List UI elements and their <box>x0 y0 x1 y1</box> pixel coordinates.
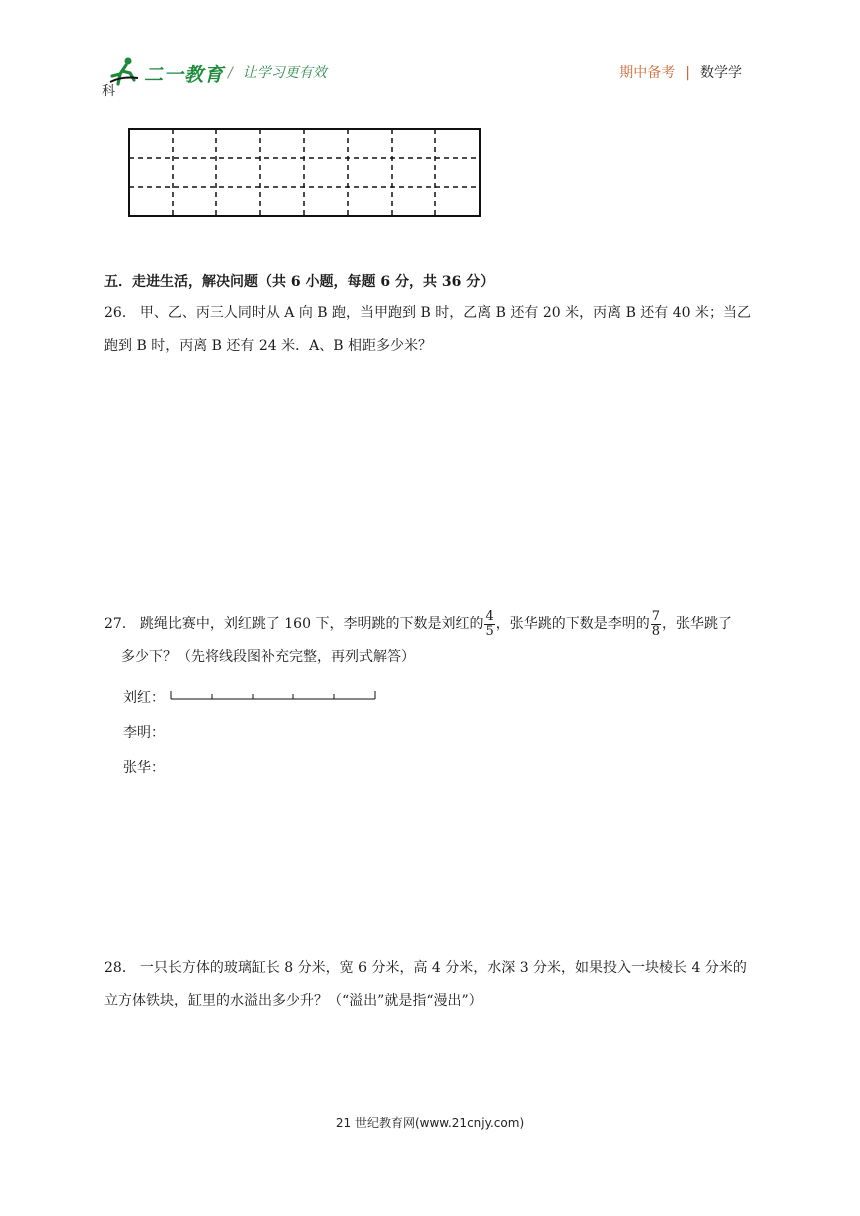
header-exam-info <box>619 62 742 82</box>
slogan-text: 让学习更有效 <box>242 65 327 81</box>
question-27 <box>104 608 756 674</box>
question-text: ，张华跳的下数是李明的 <box>495 616 650 632</box>
exam-tag: 期中备考 <box>619 65 676 81</box>
fraction-four-fifths <box>484 610 494 639</box>
question-26 <box>104 297 756 363</box>
segment-label-zhanghua: 张华： <box>123 760 165 776</box>
brand-name: 二一教育 <box>144 64 225 86</box>
writing-grid <box>128 128 482 218</box>
question-number: 28． <box>104 960 136 976</box>
subject-label: 数学学 <box>700 65 742 81</box>
question-line-2: 多少下？（先将线段图补充完整，再列式解答） <box>121 649 415 665</box>
question-line-1 <box>104 608 756 641</box>
segment-label-liming: 李明： <box>123 725 165 741</box>
slogan <box>228 62 327 82</box>
fraction-denominator: 8 <box>651 623 661 639</box>
page-footer: 21 世纪教育网(www.21cnjy.com) <box>335 1116 525 1130</box>
question-text: 甲、乙、丙三人同时从 A 向 B 跑，当甲跑到 B 时，乙离 B 还有 20 米，丙离 B 还有 40 米；当乙跑到 B 时，丙离 B 还有 24 米．A、B 相距多少米？ <box>104 305 752 354</box>
question-number: 26． <box>104 305 136 321</box>
fraction-seven-eighths <box>651 610 661 639</box>
segment-label-liuhong: 刘红： <box>123 690 165 706</box>
section-title: 五．走进生活，解决问题（共 6 小题，每题 6 分，共 36 分） <box>104 274 495 290</box>
question-text: 跳绳比赛中，刘红跳了 160 下，李明跳的下数是刘红的 <box>139 616 484 632</box>
fraction-numerator: 4 <box>485 608 494 624</box>
question-text: 一只长方体的玻璃缸长 8 分米，宽 6 分米，高 4 分米，水深 3 分米，如果投入一块棱长 4 分米的立方体铁块，缸里的水溢出多少升？（“溢出”就是指“漫出”） <box>104 960 747 1009</box>
slogan-divider: / <box>228 65 233 81</box>
fraction-numerator: 7 <box>651 608 661 624</box>
question-28 <box>104 952 756 1018</box>
header-separator: | <box>685 65 690 81</box>
question-number: 27． <box>104 616 136 632</box>
fraction-denominator: 5 <box>485 623 494 639</box>
brand-subject-char: 科 <box>102 84 116 99</box>
question-text: ，张华跳了 <box>662 616 733 632</box>
segment-diagram-liuhong <box>170 688 378 702</box>
